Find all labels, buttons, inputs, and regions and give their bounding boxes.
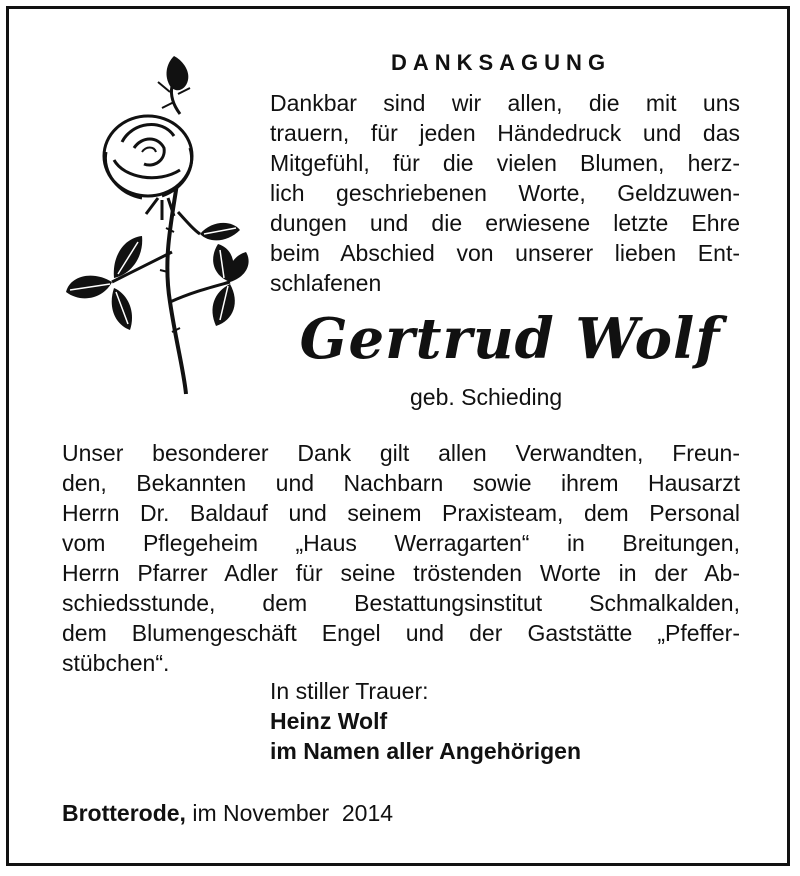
thanks-line: stübchen“. [62,650,170,676]
thanks-line: Herrn Dr. Baldauf und seinem Praxisteam, dem Personal [62,500,740,526]
intro-line: schlafenen [270,270,382,296]
thanks-line: Unser besonderer Dank gilt allen Verwandten, Freun- [62,440,740,466]
place-name: Brotterode, [62,800,186,826]
thanks-line: dem Blumengeschäft Engel und der Gaststätte „Pfeffer- [62,620,740,646]
signer-name: Heinz Wolf [270,708,388,734]
mourning-block [270,676,581,766]
intro-line: trauern, für jeden Händedruck und das [270,120,740,146]
thanks-line: den, Bekannten und Nachbarn sowie ihrem Hausarzt [62,470,740,496]
notice-heading: DANKSAGUNG [390,50,612,75]
intro-line: lich geschriebenen Worte, Geldzuwen- [270,180,740,206]
thanks-line: Herrn Pfarrer Adler für seine tröstenden Worte in der Ab- [62,560,740,586]
mourning-label: In stiller Trauer: [270,678,429,704]
deceased-name: Gertrud Wolf [299,306,721,372]
thanks-paragraph [62,438,740,678]
date-text: im November 2014 [192,800,394,826]
rose-icon [62,52,252,398]
thanks-line: vom Pflegeheim „Haus Werragarten“ in Breitungen, [62,530,740,556]
intro-line: dungen und die erwiesene letzte Ehre [270,210,740,236]
birth-name: geb. Schieding [410,384,563,410]
intro-line: beim Abschied von unserer lieben Ent- [270,240,740,266]
intro-paragraph [270,88,740,298]
thanks-line: schiedsstunde, dem Bestattungsinstitut Schmalkalden, [62,590,740,616]
intro-line: Mitgefühl, für die vielen Blumen, herz- [270,150,740,176]
place-date-line [62,800,393,827]
intro-line: Dankbar sind wir allen, die mit uns [270,90,740,116]
signer-note: im Namen aller Angehörigen [270,738,581,764]
